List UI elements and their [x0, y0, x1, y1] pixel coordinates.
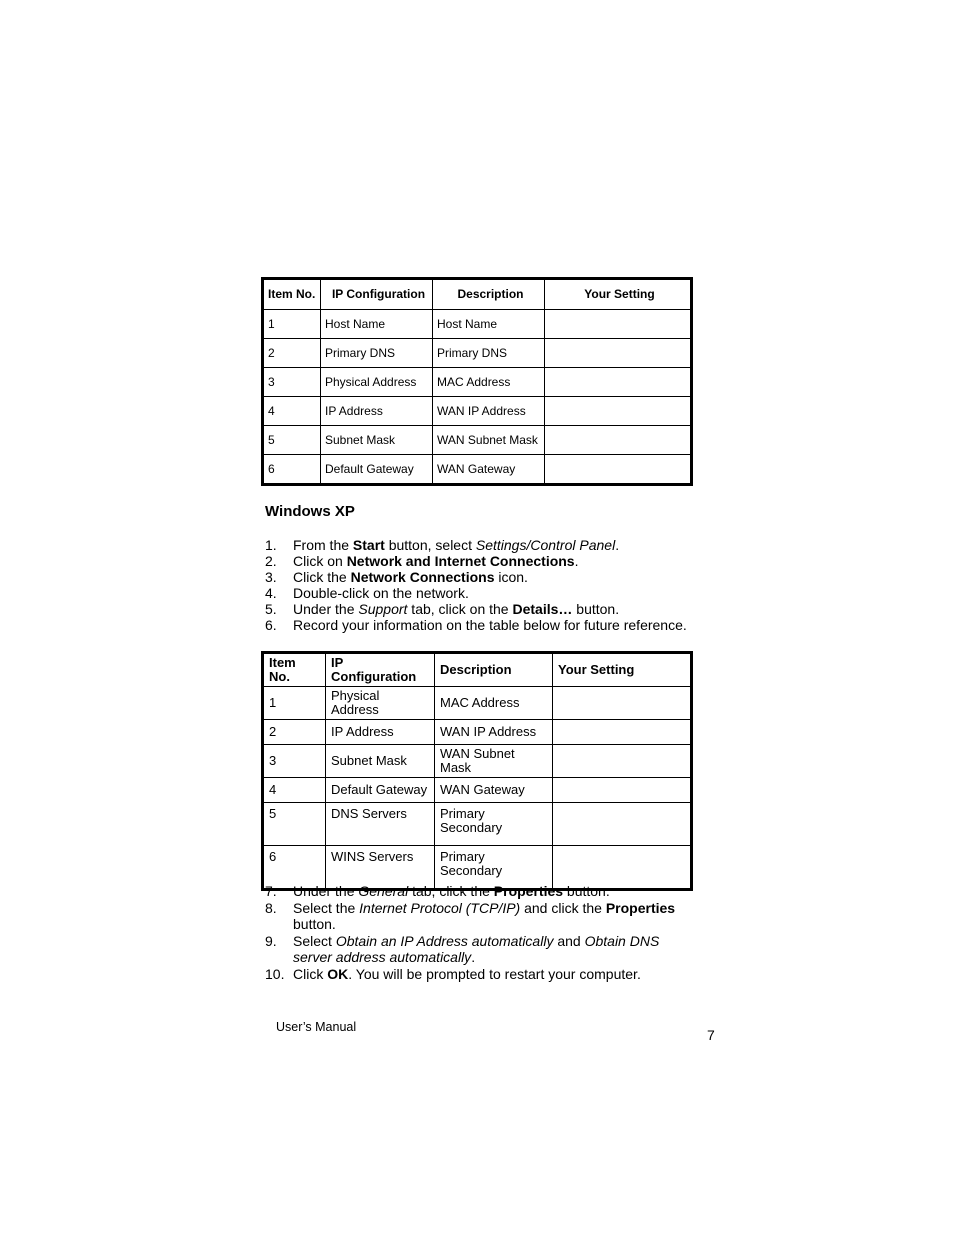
- list-item: [265, 617, 705, 633]
- table-cell: DNS Servers: [326, 803, 435, 846]
- table-row: [263, 687, 692, 720]
- table-cell: Your Setting: [545, 279, 692, 310]
- step-text: icon.: [494, 569, 528, 585]
- table-row: [263, 778, 692, 803]
- step-text: Internet Protocol (TCP/IP): [359, 900, 521, 916]
- step-number: 5.: [265, 601, 277, 617]
- table-cell: [545, 338, 692, 367]
- table-cell: IP Address: [326, 720, 435, 745]
- table-cell: Item No.: [263, 279, 321, 310]
- step-text: Network Connections: [350, 569, 495, 585]
- step-text: Click on: [293, 553, 347, 569]
- table-cell: Description: [435, 653, 553, 687]
- step-text: Details…: [512, 601, 573, 617]
- table-cell: 5: [263, 425, 321, 454]
- table-row: [263, 425, 692, 454]
- step-text: Select the: [293, 900, 360, 916]
- table-cell: WAN Gateway: [433, 454, 545, 484]
- table-row: [263, 396, 692, 425]
- table-row: [263, 803, 692, 846]
- page-number: 7: [707, 1027, 715, 1043]
- step-text: OK: [327, 966, 349, 982]
- step-text: button.: [572, 601, 620, 617]
- table-cell: [545, 454, 692, 484]
- step-text: Under the: [293, 883, 359, 899]
- table-cell: Physical Address: [321, 367, 433, 396]
- step-text: From the: [293, 537, 353, 553]
- table-cell: WINS Servers: [326, 846, 435, 890]
- table-cell: Your Setting: [553, 653, 692, 687]
- table-cell: WAN Subnet Mask: [433, 425, 545, 454]
- table-cell: WAN Subnet Mask: [435, 745, 553, 778]
- list-item: [265, 966, 685, 982]
- list-item: [265, 933, 685, 965]
- step-text: Select: [293, 933, 336, 949]
- step-text: Settings/Control Panel: [475, 537, 616, 553]
- table-cell: 5: [263, 803, 326, 846]
- step-text: Obtain DNS server address automatically: [293, 933, 660, 965]
- table-cell: 1: [263, 309, 321, 338]
- table-cell: MAC Address: [433, 367, 545, 396]
- table-header-row: [263, 279, 692, 310]
- step-text: .: [615, 537, 620, 553]
- table-cell: WAN IP Address: [433, 396, 545, 425]
- table-cell: [553, 803, 692, 846]
- step-number: 6.: [265, 617, 277, 633]
- table-cell: [553, 778, 692, 803]
- step-text: General: [358, 883, 409, 899]
- table-cell: WAN IP Address: [435, 720, 553, 745]
- table-cell: Default Gateway: [326, 778, 435, 803]
- table-cell: 6: [263, 846, 326, 890]
- step-text: Double-click on the network.: [293, 585, 469, 601]
- step-text: Properties: [493, 883, 564, 899]
- instruction-steps-2: [265, 883, 685, 983]
- list-item: [265, 537, 705, 553]
- table-cell: Item No.: [263, 653, 326, 687]
- table-cell: 4: [263, 778, 326, 803]
- table-cell: 2: [263, 720, 326, 745]
- step-number: 4.: [265, 585, 277, 601]
- table-cell: [545, 425, 692, 454]
- step-text: button.: [293, 916, 336, 932]
- step-text: and click the: [520, 900, 606, 916]
- table-row: [263, 454, 692, 484]
- step-text: Click the: [293, 569, 351, 585]
- table-cell: [553, 687, 692, 720]
- table-cell: [545, 367, 692, 396]
- table-row: [263, 309, 692, 338]
- table-cell: MAC Address: [435, 687, 553, 720]
- step-number: 8.: [265, 900, 277, 916]
- step-text: Record your information on the table below for future reference.: [293, 617, 687, 633]
- table-cell: [553, 745, 692, 778]
- table-cell: [545, 309, 692, 338]
- table-row: [263, 745, 692, 778]
- step-text: Start: [352, 537, 385, 553]
- table-cell: Subnet Mask: [326, 745, 435, 778]
- step-number: 2.: [265, 553, 277, 569]
- step-text: Under the: [293, 601, 359, 617]
- table-cell: Default Gateway: [321, 454, 433, 484]
- step-text: button, select: [384, 537, 476, 553]
- table-cell: 4: [263, 396, 321, 425]
- list-item: [265, 553, 705, 569]
- list-item: [265, 569, 705, 585]
- table-cell: Physical Address: [326, 687, 435, 720]
- table-cell: IP Address: [321, 396, 433, 425]
- step-number: 1.: [265, 537, 277, 553]
- table-cell: IP Configuration: [321, 279, 433, 310]
- ip-config-table-2: [261, 651, 693, 891]
- step-text: . You will be prompted to restart your computer.: [348, 966, 641, 982]
- table-cell: 6: [263, 454, 321, 484]
- step-text: button.: [563, 883, 610, 899]
- table-cell: [545, 396, 692, 425]
- table-cell: Primary Secondary: [435, 803, 553, 846]
- step-text: Support: [358, 601, 408, 617]
- footer-manual-label: User’s Manual: [276, 1020, 357, 1034]
- step-number: 3.: [265, 569, 277, 585]
- instruction-steps-1: [265, 537, 705, 633]
- table-cell: 3: [263, 367, 321, 396]
- step-text: tab, click the: [408, 883, 494, 899]
- section-heading: Windows XP: [265, 503, 355, 520]
- list-item: [265, 883, 685, 899]
- step-text: .: [574, 553, 579, 569]
- step-text: Properties: [605, 900, 676, 916]
- table-cell: IP Configuration: [326, 653, 435, 687]
- ip-config-table-1: [261, 277, 693, 486]
- step-text: and: [553, 933, 585, 949]
- table-cell: 2: [263, 338, 321, 367]
- step-number: 10.: [265, 966, 285, 982]
- table-header-row: [263, 653, 692, 687]
- table-cell: Subnet Mask: [321, 425, 433, 454]
- table-cell: [553, 720, 692, 745]
- step-number: 9.: [265, 933, 277, 949]
- step-text: Click: [293, 966, 328, 982]
- table-cell: Primary Secondary: [435, 846, 553, 890]
- table-cell: 3: [263, 745, 326, 778]
- table-cell: Primary DNS: [321, 338, 433, 367]
- table-row: [263, 338, 692, 367]
- step-number: 7.: [265, 883, 277, 899]
- table-row: [263, 367, 692, 396]
- list-item: [265, 601, 705, 617]
- table-cell: WAN Gateway: [435, 778, 553, 803]
- table-cell: Host Name: [433, 309, 545, 338]
- table-row: [263, 720, 692, 745]
- table-cell: Primary DNS: [433, 338, 545, 367]
- table-cell: Description: [433, 279, 545, 310]
- table-cell: 1: [263, 687, 326, 720]
- step-text: Obtain an IP Address automatically: [335, 933, 554, 949]
- step-text: .: [471, 949, 476, 965]
- step-text: Network and Internet Connections: [346, 553, 575, 569]
- list-item: [265, 900, 685, 932]
- step-text: tab, click on the: [407, 601, 513, 617]
- table-cell: Host Name: [321, 309, 433, 338]
- list-item: [265, 585, 705, 601]
